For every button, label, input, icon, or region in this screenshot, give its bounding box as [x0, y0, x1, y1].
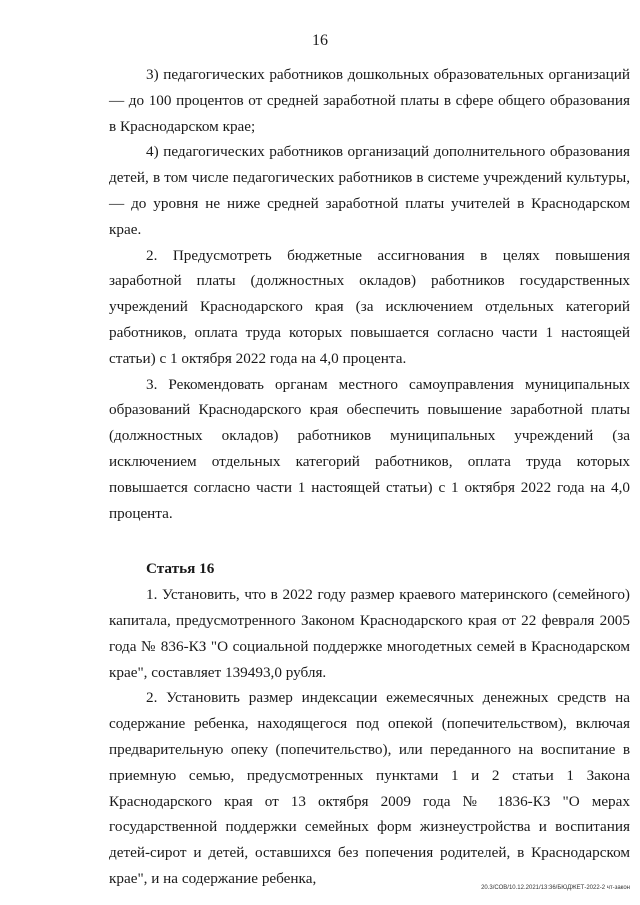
paragraph-part-3: 3. Рекомендовать органам местного самоуправления муниципальных образований Краснодарского края обеспечить повышение заработной платы (должностных окладов) работников муниципальных учреждений (за исключением отдельных категорий работников, оплата труда которых повышается согласно части 1 настоящей статьи) с 1 октября 2022 года на 4,0 процента.: [109, 375, 630, 522]
document-body: [109, 62, 630, 892]
paragraph-item-3: 3) педагогических работников дошкольных образовательных организаций — до 100 процентов от средней заработной платы в сфере общего образования в Краснодарском крае;: [109, 66, 630, 135]
page-number: 16: [312, 32, 328, 49]
footer-document-code: 20.3/СОВ/10.12.2021/13:36/БЮДЖЕТ-2022-2 чт-закон: [481, 885, 630, 891]
article-heading: Статья 16: [146, 560, 215, 578]
paragraph-part-2: 2. Предусмотреть бюджетные ассигнования в целях повышения заработной платы (должностных окладов) работников государственных учреждений Краснодарского края (за исключением отдельных категорий работников, оплата труда которых повышается согласно части 1 настоящей статьи) с 1 октября 2022 года на 4,0 процента.: [109, 246, 630, 367]
article-paragraph-2: 2. Установить размер индексации ежемесячных денежных средств на содержание ребенка, находящегося под опекой (попечительством), включая предварительную опеку (попечительство), или переданного на воспитание в приемную семью, предусмотренных пунктами 1 и 2 статьи 1 Закона Краснодарского края от 13 октября 2009 года № 1836-КЗ "О мерах государственной поддержки семейных форм жизнеустройства и воспитания детей-сирот и детей, оставшихся без попечения родителей, в Краснодарском крае", и на содержание ребенка,: [109, 689, 630, 887]
paragraph-item-4: 4) педагогических работников организаций дополнительного образования детей, в том числе педагогических работников в системе учреждений культуры, — до уровня не ниже средней заработной платы учителей в Краснодарском крае.: [109, 143, 630, 238]
article-paragraph-1: 1. Установить, что в 2022 году размер краевого материнского (семейного) капитала, предусмотренного Законом Краснодарского края от 22 февраля 2005 года № 836-КЗ "О социальной поддержке многодетных семей в Краснодарском крае", составляет 139493,0 рубля.: [109, 586, 630, 681]
